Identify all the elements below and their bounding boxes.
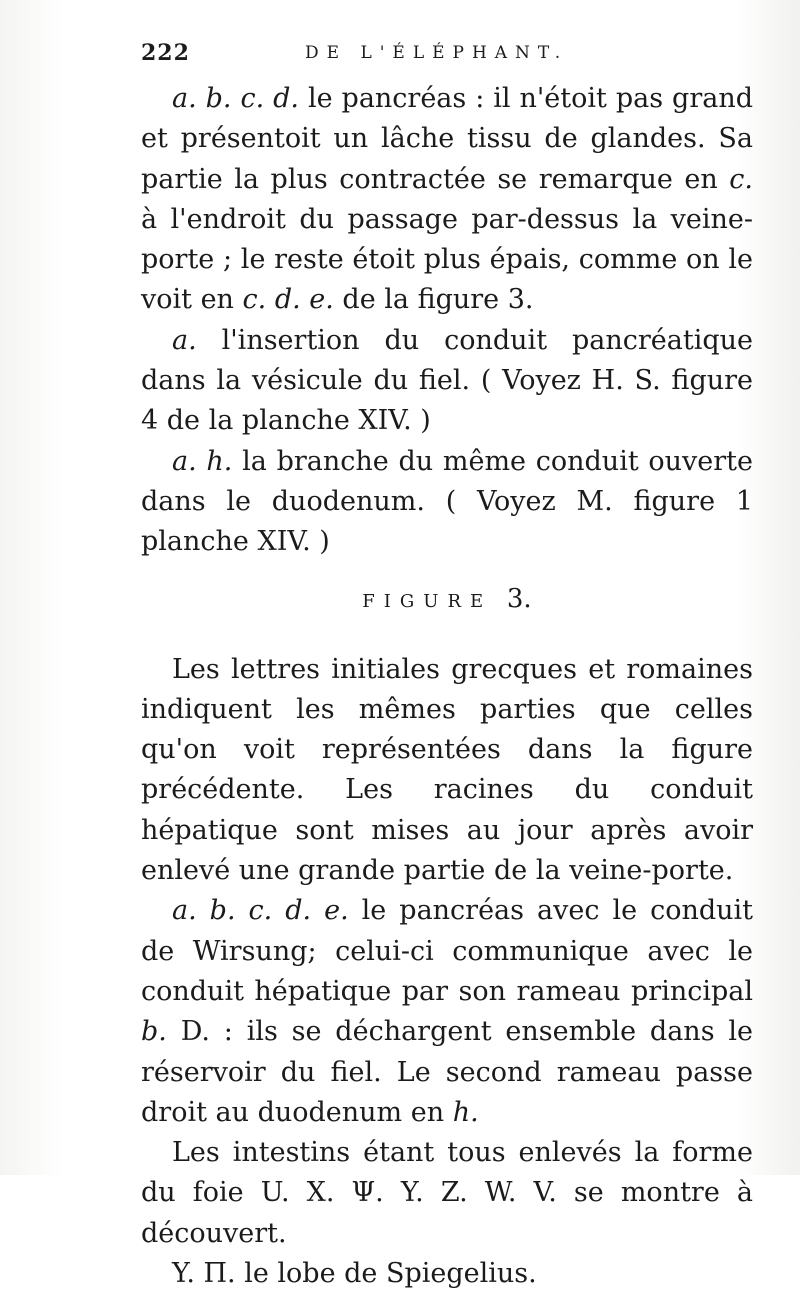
- paragraph-pancreas: [141, 79, 753, 321]
- letter-reference: c. d. e.: [242, 284, 334, 316]
- page-header: [141, 40, 741, 74]
- paragraph-text: le pancréas : il n'étoit pas grand et présentoit un lâche tissu de glandes. Sa partie la plus contractée se remarque en: [141, 83, 753, 195]
- figure-heading-number: 3.: [506, 583, 532, 614]
- figure-heading: [141, 584, 753, 614]
- paragraph-text: Y. Π. le lobe de Spiegelius.: [172, 1258, 537, 1290]
- paragraph-text: le pancréas avec le conduit de Wirsung; celui-ci communique avec le conduit hépatique par son rameau principal: [141, 895, 753, 1007]
- letter-reference: a. h.: [172, 445, 233, 477]
- paragraph-text: de la figure 3.: [333, 284, 534, 316]
- figure-heading-label: FIGURE: [362, 590, 493, 612]
- letter-reference: h.: [452, 1096, 479, 1128]
- paragraph-text: Les lettres initiales grecques et romaines indiquent les mêmes parties que celles qu'on voit représentées dans la figure précédente. Les racines du conduit hépatique sont mises au jour après avoir enlevé une grande partie de la veine-porte.: [141, 653, 753, 887]
- paragraph-text: l'insertion du conduit pancréatique dans la vésicule du fiel. ( Voyez H. S. figure 4 de la planche XIV. ): [141, 324, 753, 437]
- paragraph-text: à l'endroit du passage par-dessus la veine-porte ; le reste étoit plus épais, comme on le voit en: [141, 203, 753, 316]
- paragraph-branch: [141, 442, 753, 563]
- paragraph-intestines: [141, 1133, 753, 1254]
- page-number: 222: [141, 40, 190, 66]
- body-text: [141, 79, 753, 1294]
- paragraph-text: D. : ils se déchargent ensemble dans le réservoir du fiel. Le second rameau passe droit au duodenum en: [141, 1016, 753, 1128]
- letter-reference: a.: [172, 324, 197, 356]
- paragraph-insertion: [141, 321, 753, 442]
- letter-reference: b.: [141, 1016, 167, 1048]
- paragraph-text: la branche du même conduit ouverte dans le duodenum. ( Voyez M. figure 1 planche XIV. ): [141, 445, 754, 558]
- letter-reference: c.: [729, 163, 753, 195]
- paragraph-spiegelius: [141, 1254, 753, 1294]
- paragraph-pancreas-wirsung: [141, 891, 753, 1133]
- paragraph-text: Les intestins étant tous enlevés la forme du foie U. X. Ψ. Y. Z. W. V. se montre à découvert.: [141, 1137, 753, 1249]
- running-title: DE L'ÉLÉPHANT.: [305, 43, 569, 63]
- letter-reference: a. b. c. d.: [172, 83, 299, 114]
- paragraph-initial-letters: [141, 650, 753, 892]
- letter-reference: a. b. c. d. e.: [172, 895, 349, 927]
